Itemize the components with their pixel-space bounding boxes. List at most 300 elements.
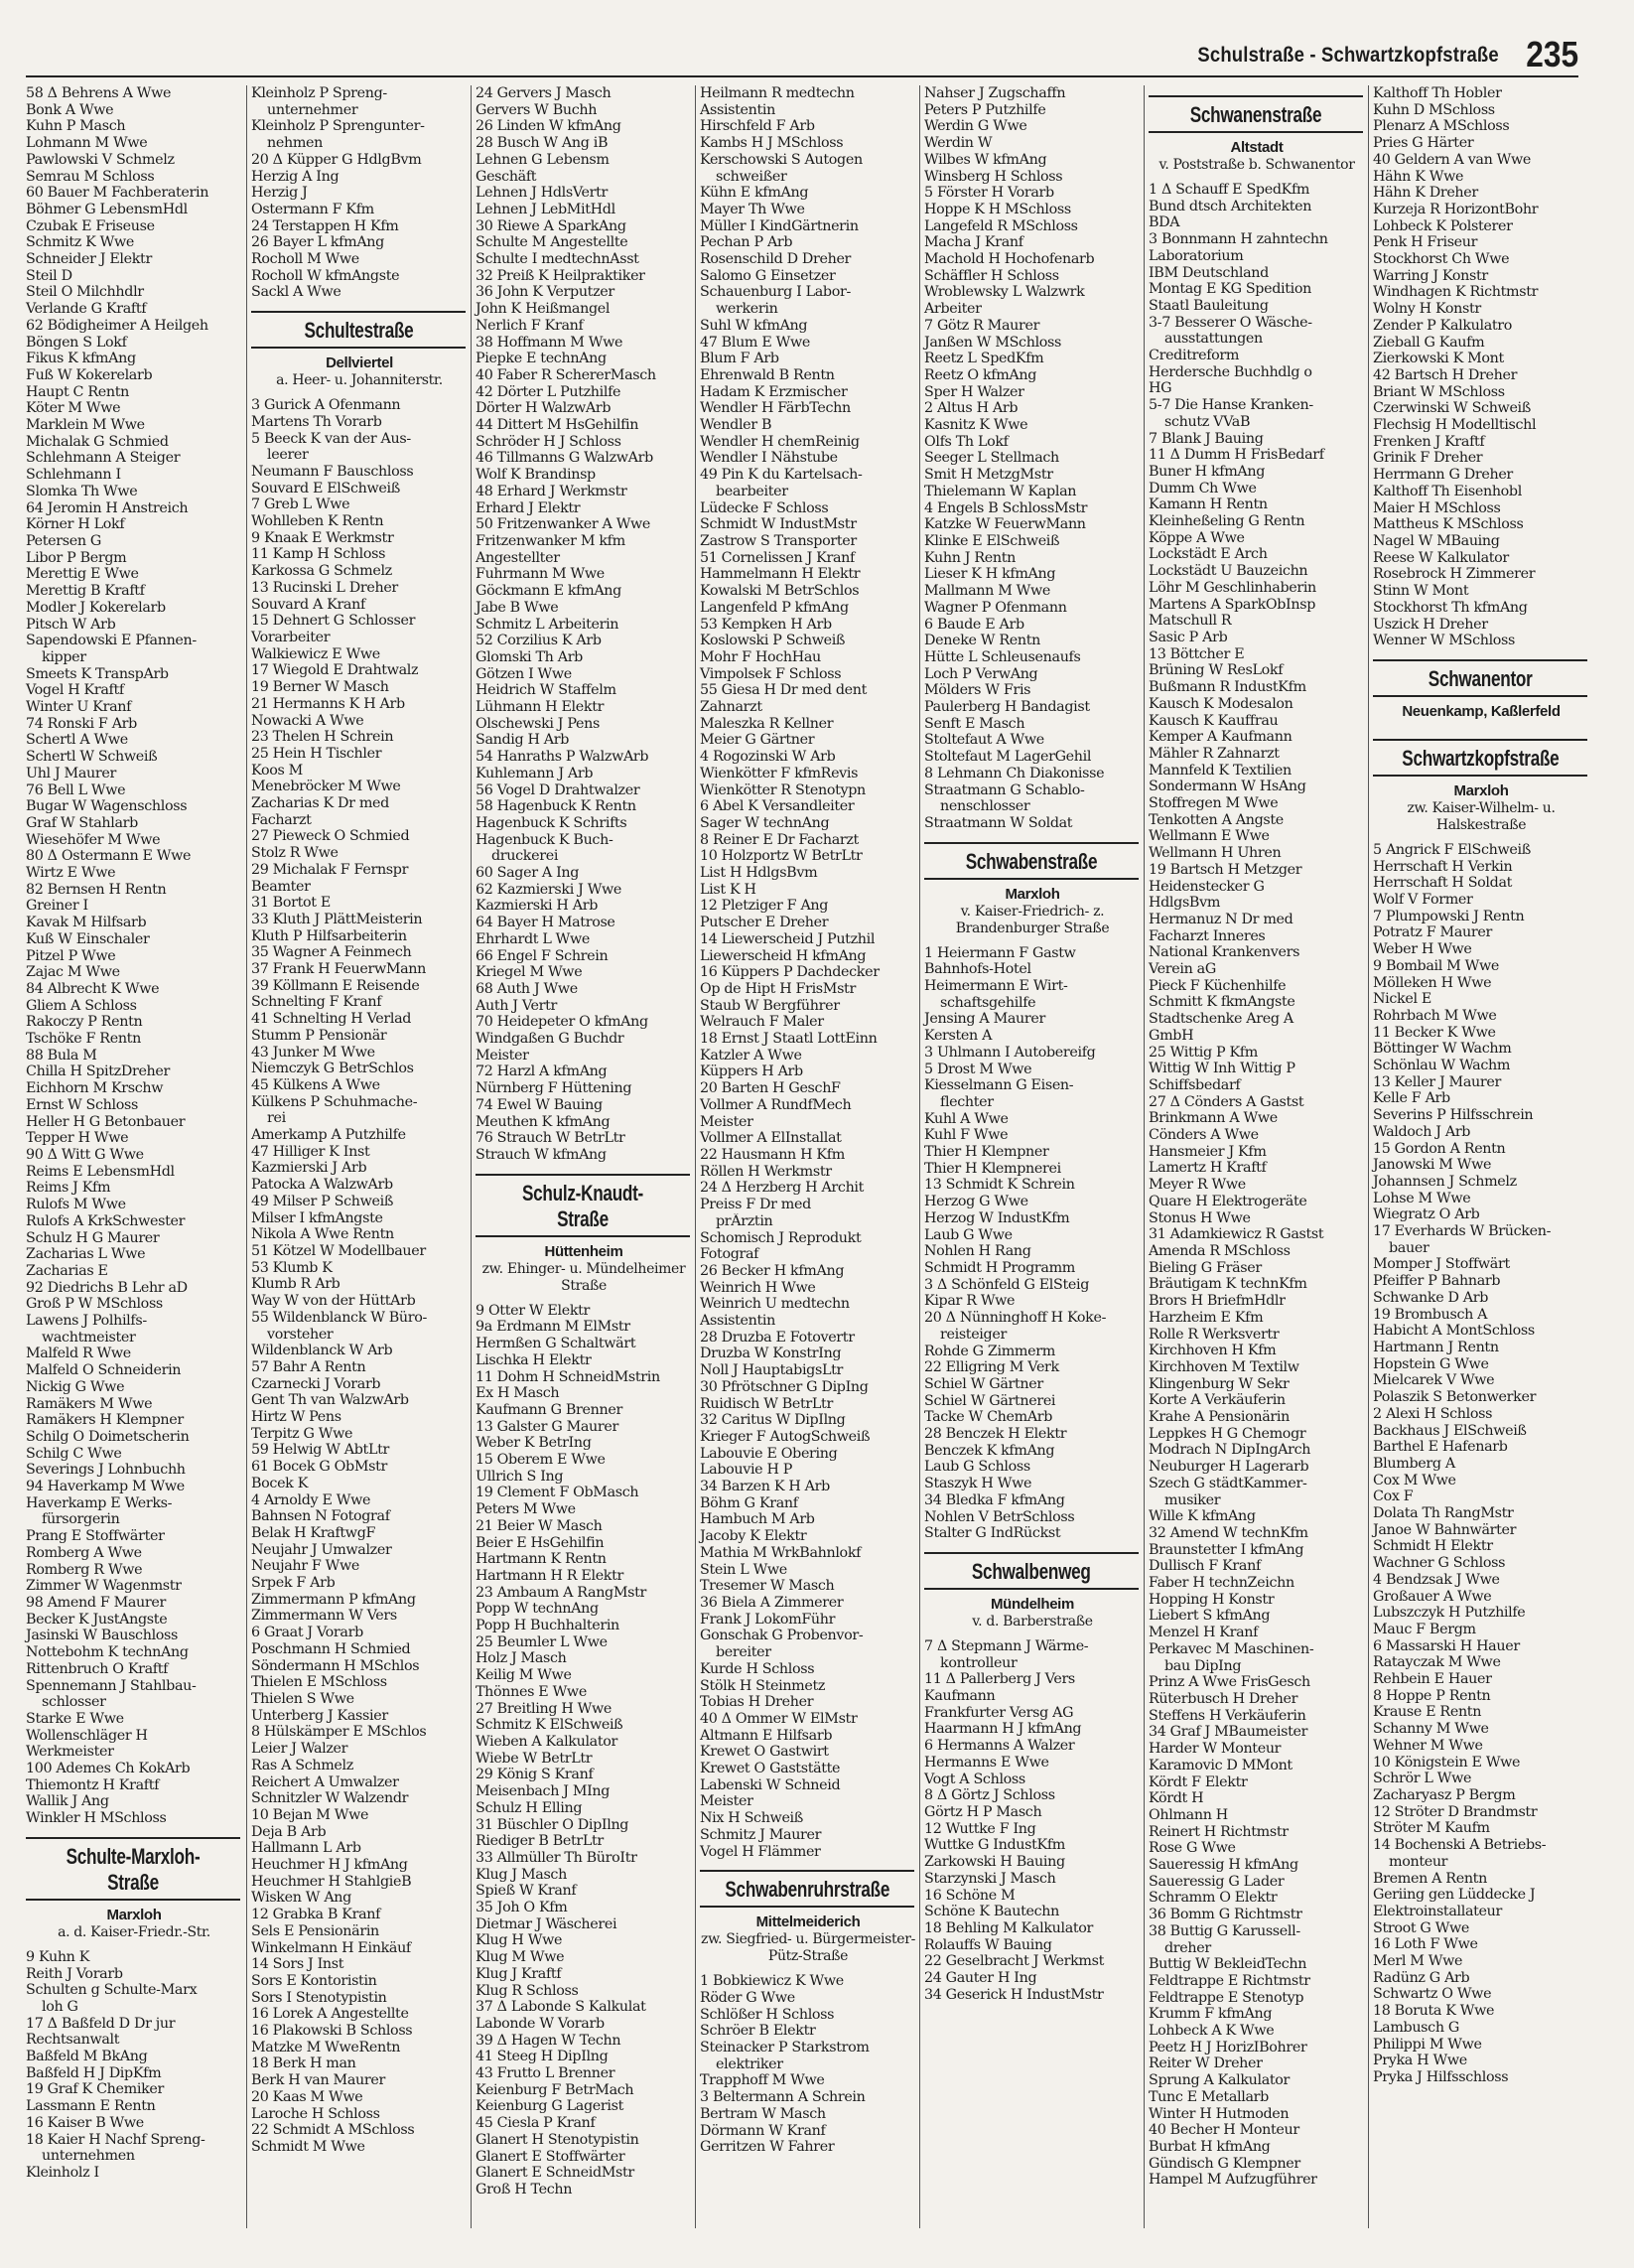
directory-entry: Nohlen H Rang bbox=[924, 1243, 1031, 1260]
directory-entry: Modrach N DipIngArch bbox=[1149, 1442, 1311, 1459]
directory-entry: 4 Bendzsak J Wwe bbox=[1373, 1571, 1500, 1588]
directory-entry: Krewet O Gaststätte bbox=[700, 1761, 841, 1777]
directory-entry: Kördt F Elektr bbox=[1149, 1773, 1248, 1790]
directory-entry: Beier E HsGehilfin bbox=[476, 1534, 605, 1551]
directory-entry: Kleinholz I bbox=[26, 2164, 99, 2181]
directory-entry: 6 Graat J Vorarb bbox=[251, 1625, 363, 1641]
directory-entry: Benczek K kfmAng bbox=[924, 1442, 1055, 1459]
directory-entry: Pries G Härter bbox=[1373, 135, 1474, 152]
directory-entry: 14 Sors J Inst bbox=[251, 1956, 344, 1973]
directory-entry: 6 Baude E Arb bbox=[924, 616, 1024, 633]
directory-entry: Nowacki A Wwe bbox=[251, 712, 364, 729]
directory-entry: Uszick H Dreher bbox=[1373, 616, 1488, 633]
directory-entry: Klug J Masch bbox=[476, 1866, 567, 1883]
directory-entry: Petersen G bbox=[26, 532, 101, 549]
directory-entry: Vogt A Schloss bbox=[924, 1771, 1025, 1787]
directory-entry: 19 Graf K Chemiker bbox=[26, 2081, 164, 2098]
directory-entry: Terpitz G Wwe bbox=[251, 1425, 353, 1442]
street-name: Schwanenstraße bbox=[1189, 102, 1322, 127]
directory-entry: 17 Wiegold E Drahtwalz bbox=[251, 662, 419, 679]
directory-column bbox=[1144, 85, 1369, 2228]
directory-entry: Schmitz K ElSchweiß bbox=[476, 1717, 623, 1734]
directory-entry: 13 Schmidt K Schrein bbox=[924, 1177, 1075, 1194]
directory-entry: Reims J Kfm bbox=[26, 1180, 111, 1197]
directory-entry: Buner H kfmAng bbox=[1149, 463, 1266, 480]
directory-entry: Berk H van Maurer bbox=[251, 2072, 385, 2089]
directory-entry: 32 Caritus W DipIlng bbox=[700, 1412, 846, 1429]
directory-entry: Pryka J Hilfsschloss bbox=[1373, 2068, 1509, 2085]
directory-entry: Fotograf bbox=[700, 1246, 759, 1263]
directory-entry: 26 Linden W kfmAng bbox=[476, 118, 621, 135]
directory-entry: Kausch K Kauffrau bbox=[1149, 712, 1279, 729]
directory-entry: Kuhl F Wwe bbox=[924, 1127, 1009, 1144]
directory-entry: Kelle F Arb bbox=[1373, 1090, 1450, 1107]
directory-entry: Tacke W ChemArb bbox=[924, 1409, 1053, 1426]
directory-entry: 94 Haverkamp M Wwe bbox=[26, 1479, 185, 1495]
directory-entry: Kowalski M BetrSchlos bbox=[700, 583, 860, 600]
directory-entry: 62 Kazmierski J Wwe bbox=[476, 881, 622, 898]
directory-entry: Steinacker P Starkstrom bbox=[700, 2040, 870, 2056]
directory-entry: Werdin G Wwe bbox=[924, 118, 1027, 135]
directory-entry: 10 Bejan M Wwe bbox=[251, 1806, 369, 1823]
directory-entry: Ströter M Kaufm bbox=[1373, 1820, 1490, 1837]
directory-entry: Lühmann H Elektr bbox=[476, 699, 605, 716]
directory-entry: Schiel W Gärtner bbox=[924, 1375, 1043, 1392]
directory-entry: Penk H Friseur bbox=[1373, 234, 1478, 251]
directory-entry: Wollenschläger H bbox=[26, 1727, 148, 1744]
directory-entry: Vorarbeiter bbox=[251, 629, 331, 645]
directory-entry: Böhm G Kranf bbox=[700, 1494, 798, 1511]
directory-entry: Hermanuz N Dr med bbox=[1149, 911, 1294, 927]
directory-entry: Tepper H Wwe bbox=[26, 1130, 129, 1147]
directory-entry: Stoltefaut A Wwe bbox=[924, 732, 1044, 749]
directory-entry: Macha J Kranf bbox=[924, 234, 1023, 251]
directory-entry: Hermanns E Wwe bbox=[924, 1754, 1049, 1771]
directory-entry: 3 Gurick A Ofenmann bbox=[251, 397, 401, 414]
directory-entry: Nickig G Wwe bbox=[26, 1378, 125, 1395]
directory-entry: Leier J Walzer bbox=[251, 1741, 348, 1758]
directory-entry: 24 Δ Herzberg H Archit bbox=[700, 1180, 865, 1197]
directory-entry: Hähn K Dreher bbox=[1373, 185, 1478, 202]
directory-entry: Mattheus K MSchloss bbox=[1373, 516, 1524, 533]
directory-entry: Feldtrappe E Stenotyp bbox=[1149, 1989, 1304, 2006]
directory-entry: Werkmeister bbox=[26, 1744, 114, 1761]
directory-entry: Lehnen G Lebensm bbox=[476, 151, 610, 168]
directory-entry: 29 König S Kranf bbox=[476, 1767, 594, 1783]
directory-entry: Kuhlemann J Arb bbox=[476, 765, 594, 781]
spacer bbox=[1369, 834, 1593, 842]
directory-entry: Lohbeck K Polsterer bbox=[1373, 217, 1513, 234]
directory-entry: Noll J HauptabigsLtr bbox=[700, 1362, 843, 1379]
directory-entry: monteur bbox=[1389, 1853, 1448, 1870]
directory-entry: Becker K JustAngste bbox=[26, 1611, 168, 1628]
directory-entry: Götzen I Wwe bbox=[476, 665, 572, 682]
directory-entry: 54 Hanraths P WalzwArb bbox=[476, 749, 649, 766]
directory-entry: Groß P W MSchloss bbox=[26, 1296, 163, 1313]
directory-entry: Waldoch J Arb bbox=[1373, 1123, 1471, 1140]
directory-entry: Zacharias E bbox=[26, 1262, 108, 1279]
directory-entry: 5 Angrick F ElSchweiß bbox=[1373, 841, 1531, 858]
spacer bbox=[247, 389, 472, 397]
directory-entry: Baßfeld H J DipKfm bbox=[26, 2064, 162, 2081]
directory-entry: Heimermann E Wirt- bbox=[924, 978, 1068, 995]
directory-entry: Winter U Kranf bbox=[26, 699, 132, 716]
directory-entry: 51 Cornelissen J Kranf bbox=[700, 549, 855, 566]
directory-entry: 64 Jeromin H Anstreich bbox=[26, 499, 189, 516]
directory-entry: Meyer R Wwe bbox=[1149, 1177, 1246, 1194]
directory-entry: 82 Bernsen H Rentn bbox=[26, 881, 167, 898]
directory-entry: Baßfeld M BkAng bbox=[26, 2049, 148, 2065]
directory-entry: Kipar R Wwe bbox=[924, 1293, 1016, 1310]
directory-entry: Thielen S Wwe bbox=[251, 1690, 354, 1707]
directory-entry: Schiel W Gärtnerei bbox=[924, 1392, 1056, 1409]
directory-entry: Zajac M Wwe bbox=[26, 964, 120, 981]
directory-entry: prÄrztin bbox=[716, 1212, 773, 1229]
directory-entry: 48 Erhard J Werkmstr bbox=[476, 483, 627, 499]
directory-entry: Angestellter bbox=[476, 549, 560, 566]
directory-entry: Rüterbusch H Dreher bbox=[1149, 1690, 1298, 1707]
directory-entry: 88 Bula M bbox=[26, 1047, 97, 1063]
directory-entry: Stumm P Pensionär bbox=[251, 1027, 387, 1044]
directory-entry: Bugar W Wagenschloss bbox=[26, 798, 188, 815]
directory-entry: unternehmen bbox=[42, 2148, 135, 2165]
directory-entry: Putscher E Dreher bbox=[700, 915, 829, 931]
directory-entry: 7 Plumpowski J Rentn bbox=[1373, 908, 1525, 924]
directory-entry: Ehrhardt L Wwe bbox=[476, 930, 591, 947]
directory-entry: Groß H Techn bbox=[476, 2181, 573, 2197]
street-heading bbox=[700, 1870, 914, 1908]
directory-entry: 49 Pin K du Kartelsach- bbox=[700, 467, 863, 484]
directory-entry: Merettig B Kraftf bbox=[26, 583, 145, 600]
street-heading bbox=[924, 1552, 1139, 1590]
directory-entry: National Krankenvers bbox=[1149, 944, 1300, 961]
spacer bbox=[696, 1965, 920, 1973]
directory-entry: Kuhn J Rentn bbox=[924, 549, 1016, 566]
directory-entry: Wendler I Nähstube bbox=[700, 450, 838, 467]
directory-entry: Dörmann W Kranf bbox=[700, 2122, 826, 2139]
street-heading bbox=[924, 842, 1139, 880]
directory-entry: Hirschfeld F Arb bbox=[700, 118, 815, 135]
directory-entry: Winkler H MSchloss bbox=[26, 1810, 167, 1827]
directory-entry: 36 John K Verputzer bbox=[476, 284, 614, 301]
street-district: Marxloh bbox=[1453, 781, 1509, 799]
directory-entry: Steil D bbox=[26, 267, 72, 284]
directory-entry: Janßen W MSchloss bbox=[924, 334, 1062, 351]
directory-entry: Saueressig G Lader bbox=[1149, 1873, 1285, 1890]
directory-entry: 60 Bauer M Fachberaterin bbox=[26, 185, 209, 202]
directory-entry: Kamann H Rentn bbox=[1149, 496, 1268, 513]
directory-entry: Wendler H chemReinig bbox=[700, 433, 860, 450]
directory-entry: Stadtschenke Areg A bbox=[1149, 1011, 1294, 1028]
directory-entry: Faber H technZeichn bbox=[1149, 1575, 1294, 1592]
directory-entry: Wiesehöfer M Wwe bbox=[26, 831, 161, 848]
directory-entry: Schramm O Elektr bbox=[1149, 1890, 1278, 1907]
directory-entry: 55 Giesa H Dr med dent bbox=[700, 682, 868, 699]
directory-entry: 2 Alexi H Schloss bbox=[1373, 1405, 1493, 1422]
directory-entry: dreher bbox=[1164, 1939, 1211, 1956]
directory-entry: Starke E Wwe bbox=[26, 1710, 124, 1727]
directory-entry: Laub G Wwe bbox=[924, 1226, 1013, 1243]
directory-entry: 12 Wuttke F Ing bbox=[924, 1820, 1036, 1837]
directory-entry: unternehmer bbox=[267, 101, 358, 118]
directory-entry: Zieball G Kaufm bbox=[1373, 334, 1485, 351]
directory-entry: 33 Allmüller Th BüroItr bbox=[476, 1849, 637, 1866]
directory-entry: Herzig A Ing bbox=[251, 168, 340, 185]
directory-entry: Reese W Kalkulator bbox=[1373, 549, 1509, 566]
street-district: Dellviertel bbox=[326, 354, 393, 372]
directory-entry: 41 Steeg H DipIlng bbox=[476, 2049, 609, 2065]
directory-entry: Zacharyasz P Bergm bbox=[1373, 1786, 1516, 1803]
directory-entry: Barthel E Hafenarb bbox=[1373, 1439, 1508, 1456]
directory-entry: kipper bbox=[42, 648, 86, 665]
directory-entry: Reith J Vorarb bbox=[26, 1965, 123, 1982]
directory-entry: Winsberg H Schloss bbox=[924, 168, 1063, 185]
directory-entry: 92 Diedrichs B Lehr aD bbox=[26, 1279, 188, 1296]
directory-entry: Semrau M Schloss bbox=[26, 168, 155, 185]
directory-entry: Hirtz W Pens bbox=[251, 1409, 341, 1426]
directory-entry: Herrschaft H Verkin bbox=[1373, 858, 1513, 875]
directory-entry: Weinrich U medtechn bbox=[700, 1296, 850, 1313]
directory-entry: Rose G Wwe bbox=[1149, 1840, 1236, 1857]
directory-entry: Dullisch F Kranf bbox=[1149, 1558, 1261, 1575]
directory-entry: 19 Brombusch A bbox=[1373, 1306, 1488, 1323]
directory-entry: Tresemer W Masch bbox=[700, 1578, 835, 1595]
directory-entry: 9 Knaak E Werkmstr bbox=[251, 529, 394, 546]
directory-entry: Katzke W FeuerwMann bbox=[924, 516, 1086, 533]
directory-entry: Mölders W Fris bbox=[924, 682, 1031, 699]
directory-entry: Weinrich H Wwe bbox=[700, 1279, 816, 1296]
directory-entry: nenschlosser bbox=[940, 798, 1030, 815]
directory-entry: 18 Berk H man bbox=[251, 2055, 356, 2072]
directory-entry: Ostermann F Kfm bbox=[251, 201, 374, 217]
directory-entry: Steil O Milchhdlr bbox=[26, 284, 144, 301]
directory-entry: Riediger B BetrLtr bbox=[476, 1833, 604, 1850]
directory-entry: 13 Keller J Maurer bbox=[1373, 1073, 1501, 1090]
directory-entry: 12 Grabka B Kranf bbox=[251, 1907, 381, 1923]
directory-entry: 19 Berner W Masch bbox=[251, 679, 389, 696]
directory-entry: GmbH bbox=[1149, 1027, 1194, 1044]
directory-entry: Klug J Kraftf bbox=[476, 1965, 562, 1982]
street-heading bbox=[251, 311, 466, 349]
directory-entry: 76 Bell L Wwe bbox=[26, 781, 126, 798]
directory-entry: Laroche H Schloss bbox=[251, 2105, 380, 2122]
directory-entry: Schomisch J Reprodukt bbox=[700, 1229, 862, 1246]
directory-entry: 13 Rucinski L Dreher bbox=[251, 579, 398, 596]
directory-entry: Cox M Wwe bbox=[1373, 1472, 1456, 1488]
directory-entry: 49 Milser P Schweiß bbox=[251, 1193, 394, 1209]
directory-entry: Löhr M Geschlinhaberin bbox=[1149, 579, 1316, 596]
directory-entry: 20 Δ Nünninghoff H Koke- bbox=[924, 1310, 1107, 1327]
street-location: v. Poststraße b. Schwanentor bbox=[1158, 157, 1355, 173]
spacer bbox=[1369, 721, 1593, 729]
directory-entry: Herzig J bbox=[251, 185, 308, 202]
directory-entry: Cox F bbox=[1373, 1488, 1414, 1505]
directory-entry: Ohlmann H bbox=[1149, 1806, 1228, 1823]
directory-entry: Zahnarzt bbox=[700, 699, 762, 716]
spacer bbox=[22, 1941, 246, 1949]
directory-entry: Momper J Stoffwärt bbox=[1373, 1256, 1510, 1273]
directory-entry: Sels E Pensionärin bbox=[251, 1922, 379, 1939]
directory-entry: Bocek K bbox=[251, 1475, 309, 1491]
directory-entry: Mölleken H Wwe bbox=[1373, 974, 1492, 991]
directory-entry: 22 Hausmann H Kfm bbox=[700, 1147, 845, 1163]
directory-entry: Ernst W Schloss bbox=[26, 1096, 138, 1113]
directory-entry: 27 Pieweck O Schmied bbox=[251, 828, 410, 845]
directory-entry: Bremen A Rentn bbox=[1373, 1870, 1487, 1887]
directory-entry: Rolle R Werksvertr bbox=[1149, 1326, 1280, 1343]
directory-entry: Wallik J Ang bbox=[26, 1793, 109, 1810]
directory-entry: HG bbox=[1149, 380, 1172, 397]
directory-entry: Kurde H Schloss bbox=[700, 1660, 815, 1677]
directory-entry: Großauer A Wwe bbox=[1373, 1588, 1492, 1605]
directory-entry: Preiss F Dr med bbox=[700, 1197, 811, 1213]
directory-entry: Marklein M Wwe bbox=[26, 417, 145, 434]
directory-entry: Kirchhoven M Textilw bbox=[1149, 1358, 1299, 1375]
directory-entry: Warring J Konstr bbox=[1373, 267, 1488, 284]
directory-column bbox=[695, 85, 920, 2228]
directory-entry: Mauc F Bergm bbox=[1373, 1621, 1476, 1637]
directory-entry: Schmitz L Arbeiterin bbox=[476, 616, 619, 633]
directory-entry: Keilig M Wwe bbox=[476, 1667, 572, 1684]
directory-entry: 14 Liewerscheid J Putzhil bbox=[700, 930, 876, 947]
directory-entry: Laboratorium bbox=[1149, 247, 1244, 264]
directory-entry: 8 Hülskämper E MSchlos bbox=[251, 1724, 427, 1741]
directory-entry: Prinz A Wwe FrisGesch bbox=[1149, 1674, 1310, 1691]
directory-entry: Wohlleben K Rentn bbox=[251, 513, 384, 530]
directory-entry: Schulz H G Maurer bbox=[26, 1229, 160, 1246]
directory-entry: 66 Engel F Schrein bbox=[476, 947, 609, 964]
directory-entry: Czerwinski W Schweiß bbox=[1373, 400, 1531, 417]
directory-entry: Schlehmann A Steiger bbox=[26, 450, 181, 467]
directory-entry: Lischka H Elektr bbox=[476, 1351, 592, 1368]
street-district: Hüttenheim bbox=[544, 1242, 623, 1260]
directory-entry: Chilla H SpitzDreher bbox=[26, 1063, 171, 1080]
directory-entry: 58 Hagenbuck K Rentn bbox=[476, 798, 636, 815]
directory-entry: 80 Δ Ostermann E Wwe bbox=[26, 848, 192, 865]
street-location: v. Kaiser-Friedrich- z. Brandenburger Straße bbox=[955, 903, 1110, 936]
directory-entry: Meister bbox=[476, 1047, 529, 1063]
directory-entry: 40 Δ Ommer W ElMstr bbox=[700, 1710, 858, 1727]
directory-entry: 6 Massarski H Hauer bbox=[1373, 1637, 1520, 1654]
directory-entry: Graf W Stahlarb bbox=[26, 814, 138, 831]
directory-entry: Keienburg F BetrMach bbox=[476, 2081, 634, 2098]
directory-entry: List H HdlgsBvm bbox=[700, 865, 818, 882]
directory-entry: 25 Wittig P Kfm bbox=[1149, 1044, 1258, 1061]
directory-entry: Hermßen G Schaltwärt bbox=[476, 1336, 636, 1352]
directory-entry: Krause E Rentn bbox=[1373, 1704, 1482, 1721]
directory-entry: 74 Ewel W Bauing bbox=[476, 1096, 603, 1113]
directory-entry: Frank J LokomFühr bbox=[700, 1611, 836, 1628]
directory-entry: Montag E KG Spedition bbox=[1149, 281, 1311, 298]
directory-entry: Jabe B Wwe bbox=[476, 599, 559, 616]
directory-entry: Dolata Th RangMstr bbox=[1373, 1505, 1514, 1522]
directory-entry: 42 Bartsch H Dreher bbox=[1373, 366, 1518, 383]
directory-entry: Hallmann L Arb bbox=[251, 1840, 361, 1857]
directory-entry: Kuhn P Masch bbox=[26, 118, 126, 135]
directory-entry: Vogel H Flämmer bbox=[700, 1843, 821, 1860]
directory-entry: Wendler B bbox=[700, 417, 772, 434]
directory-entry: 34 Graf J MBaumeister bbox=[1149, 1724, 1308, 1741]
directory-entry: 20 Δ Küpper G HdlgBvm bbox=[251, 151, 422, 168]
directory-entry: bereiter bbox=[716, 1644, 771, 1661]
directory-entry: 26 Bayer L kfmAng bbox=[251, 234, 384, 251]
directory-entry: 37 Δ Labonde S Kalkulat bbox=[476, 1999, 646, 2016]
directory-entry: 7 Δ Stepmann J Wärme- bbox=[924, 1637, 1089, 1654]
directory-entry: 12 Ströter D Brandmstr bbox=[1373, 1803, 1538, 1820]
directory-entry: Jensing A Maurer bbox=[924, 1011, 1045, 1028]
directory-entry: Labouvie E Obering bbox=[700, 1445, 838, 1462]
directory-entry: Kerschowski S Autogen bbox=[700, 151, 863, 168]
directory-entry: Wirtz E Wwe bbox=[26, 865, 116, 882]
directory-entry: Schöne K Bautechn bbox=[924, 1904, 1059, 1920]
directory-entry: Pryka H Wwe bbox=[1373, 2053, 1467, 2069]
directory-entry: Koos M bbox=[251, 762, 303, 779]
directory-entry: Rechtsanwalt bbox=[26, 2032, 120, 2049]
directory-entry: Röder G Wwe bbox=[700, 1989, 795, 2006]
street-name: Schultestraße bbox=[304, 318, 413, 344]
directory-entry: Böhmer G LebensmHdl bbox=[26, 201, 188, 217]
directory-entry: Stockhorst Th kfmAng bbox=[1373, 599, 1528, 616]
directory-entry: Schlehmann I bbox=[26, 467, 121, 484]
directory-entry: Herdersche Buchhdlg o bbox=[1149, 363, 1312, 380]
directory-entry: 21 Hermanns K H Arb bbox=[251, 695, 405, 712]
directory-entry: Lieser K H kfmAng bbox=[924, 566, 1056, 583]
directory-entry: Ex H Masch bbox=[476, 1385, 560, 1402]
directory-entry: Wiegratz O Arb bbox=[1373, 1206, 1480, 1223]
directory-entry: Lambusch G bbox=[1373, 2019, 1459, 2036]
directory-entry: Meuthen K kfmAng bbox=[476, 1113, 611, 1130]
directory-entry: Klumb R Arb bbox=[251, 1276, 340, 1293]
directory-entry: Wehner M Wwe bbox=[1373, 1737, 1483, 1754]
directory-entry: Wiebe W BetrLtr bbox=[476, 1750, 593, 1767]
directory-entry: Hopping H Konstr bbox=[1149, 1591, 1275, 1608]
directory-entry: 10 Holzportz W BetrLtr bbox=[700, 848, 863, 865]
directory-entry: Stoffregen M Wwe bbox=[1149, 795, 1279, 812]
directory-entry: Martens Th Vorarb bbox=[251, 413, 382, 430]
directory-entry: 61 Bocek G ObMstr bbox=[251, 1459, 387, 1476]
street-district: Marxloh bbox=[106, 1906, 162, 1923]
directory-entry: Souvard A Kranf bbox=[251, 596, 365, 613]
directory-entry: Wienkötter R Stenotypn bbox=[700, 781, 866, 798]
directory-entry: kontrolleur bbox=[940, 1654, 1018, 1671]
directory-entry: Külkens P Schuhmache- bbox=[251, 1093, 418, 1110]
directory-entry: Verein aG bbox=[1149, 961, 1216, 978]
directory-entry: Gündisch G Klempner bbox=[1149, 2155, 1300, 2172]
directory-entry: Kurzeja R HorizontBohr bbox=[1373, 201, 1539, 217]
directory-entry: Poschmann H Schmied bbox=[251, 1640, 411, 1657]
directory-entry: Elektroinstallateur bbox=[1373, 1903, 1502, 1919]
directory-entry: Pechan P Arb bbox=[700, 234, 793, 251]
directory-column bbox=[246, 85, 472, 2228]
directory-entry: Mähler R Zahnarzt bbox=[1149, 745, 1280, 762]
directory-entry: Schmitz J Maurer bbox=[700, 1826, 822, 1843]
directory-entry: Brüning W ResLokf bbox=[1149, 662, 1284, 679]
directory-entry: Thielemann W Kaplan bbox=[924, 483, 1077, 499]
directory-entry: Heuchmer H J kfmAng bbox=[251, 1857, 408, 1874]
directory-entry: Leppkes H G Chemogr bbox=[1149, 1425, 1306, 1442]
directory-entry: 23 Thelen H Schrein bbox=[251, 729, 394, 746]
directory-entry: Rocholl W kfmAngste bbox=[251, 267, 400, 284]
directory-entry: Sper H Walzer bbox=[924, 383, 1024, 400]
directory-entry: 27 Δ Cönders A Gastst bbox=[1149, 1093, 1304, 1110]
directory-entry: 40 Becher H Monteur bbox=[1149, 2122, 1299, 2139]
street-heading bbox=[1373, 739, 1587, 777]
directory-entry: Söndermann H MSchlos bbox=[251, 1657, 420, 1674]
directory-entry: Grinik F Dreher bbox=[1373, 450, 1483, 467]
directory-entry: Pfeiffer P Bahnarb bbox=[1373, 1273, 1501, 1290]
directory-entry: 46 Tillmanns G WalzwArb bbox=[476, 450, 653, 467]
directory-entry: Blumberg A bbox=[1373, 1455, 1455, 1472]
